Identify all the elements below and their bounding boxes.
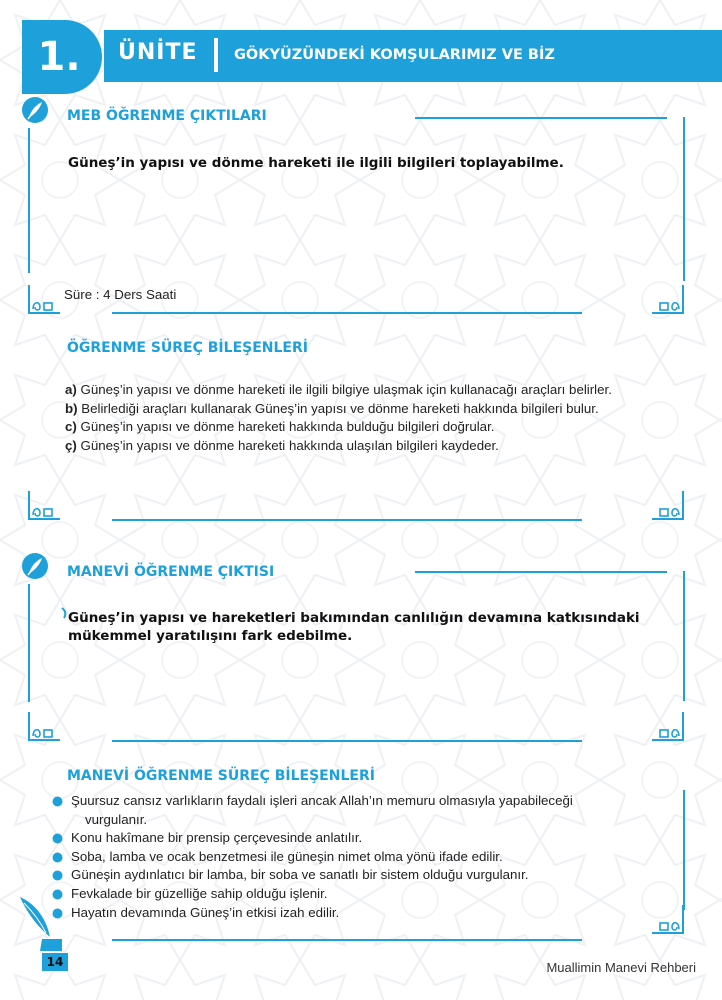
divider-line [112, 312, 582, 314]
quill-mark-icon [60, 607, 68, 619]
unit-badge [22, 20, 102, 94]
book-title: Muallimin Manevi Rehberi [546, 960, 696, 975]
list-item: c) Güneş’in yapısı ve dönme hareketi hakkında bulduğu bilgileri doğrular. [65, 419, 495, 434]
list-item: Konu hakîmane bir prensip çerçevesinde anlatılır. [50, 829, 690, 848]
section-title-process-components: ÖĞRENME SÜREÇ BİLEŞENLERİ [67, 340, 308, 356]
corner-ornament-icon [26, 283, 62, 319]
spiritual-process-list [50, 792, 690, 922]
bullet-dot-icon [52, 852, 63, 863]
list-item: Güneşin aydınlatıcı bir lamba, bir soba ve sanatlı bir sistem olduğu vurgulanır. [50, 866, 690, 885]
corner-ornament-icon [650, 283, 686, 319]
list-item: a) Güneş’in yapısı ve dönme hareketi ile ilgili bilgiye ulaşmak için kullanacağı araçları belirler. [65, 382, 612, 397]
corner-ornament-icon [26, 489, 62, 525]
quill-inkpot-icon [16, 893, 68, 955]
unit-title: GÖKYÜZÜNDEKİ KOMŞULARIMIZ VE BİZ [234, 47, 555, 63]
list-item: b) Belirlediği araçları kullanarak Güneş’in yapısı ve dönme hareketi hakkında bilgileri bulur. [65, 400, 599, 416]
list-item: Soba, lamba ve ocak benzetmesi ile güneşin nimet olma yönü ifade edilir. [50, 848, 690, 867]
list-item: Fevkalade bir güzelliğe sahip olduğu işlenir. [50, 885, 690, 904]
header-separator [214, 38, 218, 72]
process-components-list [65, 381, 685, 455]
list-item: ç) Güneş’in yapısı ve dönme hareketi hakkında ulaşılan bilgileri kaydeder. [65, 437, 499, 453]
quill-icon [22, 553, 48, 579]
divider-line [415, 571, 667, 573]
list-item: Şuursuz cansız varlıkların faydalı işleri ancak Allah’ın memuru olmasıyla yapabileceği [50, 792, 690, 811]
spiritual-outcome-line2: mükemmel yaratılışını fark edebilme. [68, 628, 353, 644]
list-item-continuation: vurgulanır. [85, 811, 148, 827]
frame-right-line [683, 571, 685, 701]
divider-line [112, 939, 582, 941]
meb-outcome-text: Güneş’in yapısı ve dönme hareketi ile ilgili bilgileri toplayabilme. [68, 155, 564, 171]
frame-right-line [683, 117, 685, 281]
corner-ornament-icon [650, 903, 686, 939]
frame-left-line [28, 128, 30, 273]
divider-line [112, 519, 582, 521]
divider-line [112, 740, 582, 742]
bullet-dot-icon [52, 796, 63, 807]
bullet-dot-icon [52, 870, 63, 881]
duration-text: Süre : 4 Ders Saati [64, 287, 177, 302]
corner-ornament-icon [650, 710, 686, 746]
corner-ornament-icon [26, 710, 62, 746]
section-title-spiritual-process: MANEVİ ÖĞRENME SÜREÇ BİLEŞENLERİ [67, 768, 375, 784]
section-title-spiritual-outcome: MANEVİ ÖĞRENME ÇIKTISI [67, 564, 275, 580]
unit-number: 1. [37, 34, 81, 80]
page-number: 14 [42, 953, 68, 971]
divider-line [415, 117, 667, 119]
quill-icon [22, 97, 48, 123]
unit-label: ÜNİTE [118, 40, 198, 65]
spiritual-outcome-line1: Güneş’in yapısı ve hareketleri bakımından canlılığın devamına katkısındaki [68, 610, 640, 626]
bullet-dot-icon [52, 833, 63, 844]
frame-left-line [28, 584, 30, 702]
section-title-meb-outcomes: MEB ÖĞRENME ÇIKTILARI [67, 108, 267, 124]
list-item: Hayatın devamında Güneş’in etkisi izah edilir. [50, 904, 690, 923]
corner-ornament-icon [650, 489, 686, 525]
